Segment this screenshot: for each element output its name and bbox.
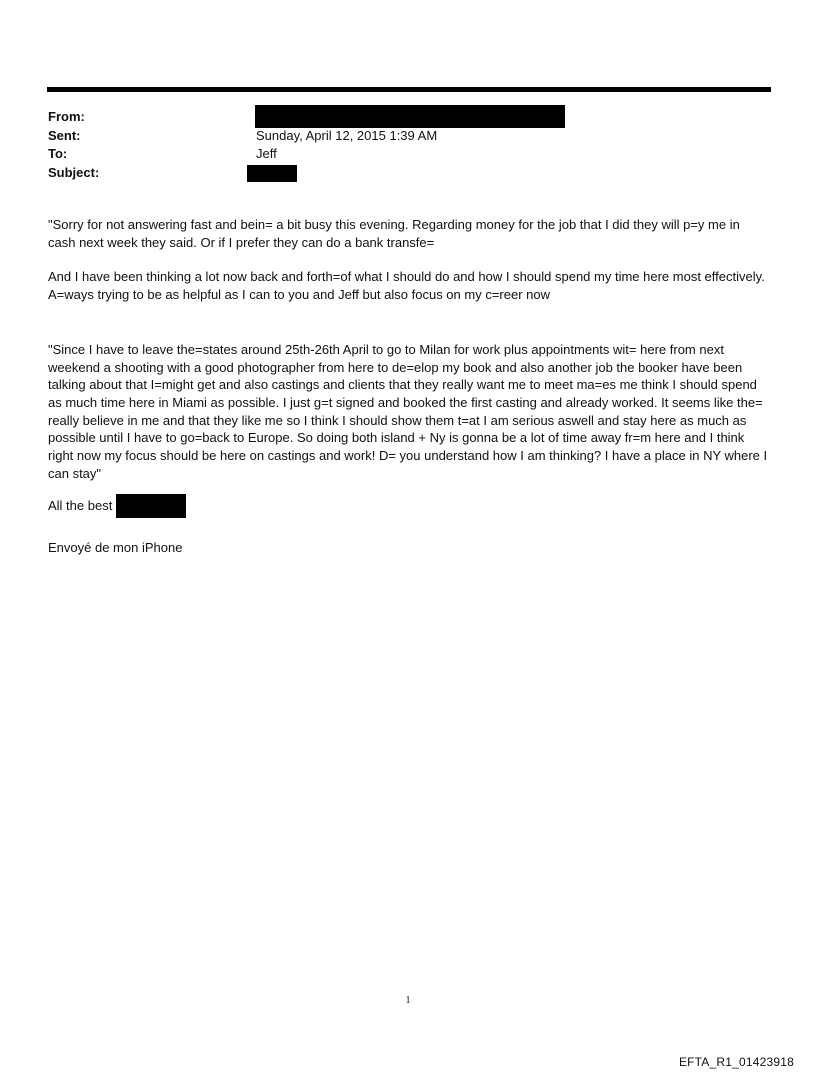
to-row bbox=[48, 145, 768, 164]
subject-row bbox=[48, 164, 768, 183]
body-paragraph: "Sorry for not answering fast and bein= a bit busy this evening. Regarding money for the job that I did they will p=y me in cash next week they said. Or if I prefer they can do a bank transfe= bbox=[48, 217, 740, 250]
body-paragraph: And I have been thinking a lot now back and forth=of what I should do and how I should spend my time here most effectively. A=ways trying to be as helpful as I can to you and Jeff but also focus on my c=reer now bbox=[48, 269, 765, 303]
page-number: 1 bbox=[405, 995, 411, 1006]
body-paragraph: "Since I have to leave the=states around 25th-26th April to go to Milan for work plus appointments wit= here from next weekend a shooting with a good photographer from here to de=elop my book and also another job the booker have been talking about that I=might get and also castings and clients that they really want me to meet ma=es me think I should spend as much time here in Miami as possible. I just g=t signed and booked the first casting and already worked. It seems like the= really believe in me and that they like me so I think I should show them t=at I am serious aswell and stay here as much as possible until I have to go=back to Europe. So doing both island + Ny is gonna be a lot of time away fr=m here and I think right now my focus should be here on castings and work! D= you understand how I am thinking? I have a place in NY where I can stay" bbox=[48, 341, 768, 481]
to-label: To: bbox=[48, 146, 68, 161]
from-redaction bbox=[255, 105, 565, 128]
to-value: Jeff bbox=[256, 146, 277, 161]
email-body bbox=[48, 216, 770, 557]
sent-label: Sent: bbox=[48, 127, 81, 143]
signoff-line bbox=[48, 495, 770, 517]
header-rule bbox=[47, 87, 771, 92]
subject-redaction bbox=[247, 165, 297, 182]
from-label: From: bbox=[48, 109, 85, 124]
email-header bbox=[48, 108, 768, 182]
signoff-redaction bbox=[116, 494, 186, 518]
sent-row bbox=[48, 127, 768, 146]
subject-label: Subject: bbox=[48, 164, 100, 180]
signoff-text: All the best bbox=[48, 498, 113, 514]
document-id: EFTA_R1_01423918 bbox=[678, 1055, 794, 1069]
from-row bbox=[48, 108, 768, 127]
sent-value: Sunday, April 12, 2015 1:39 AM bbox=[256, 127, 438, 143]
mobile-signature: Envoyé de mon iPhone bbox=[48, 540, 183, 556]
